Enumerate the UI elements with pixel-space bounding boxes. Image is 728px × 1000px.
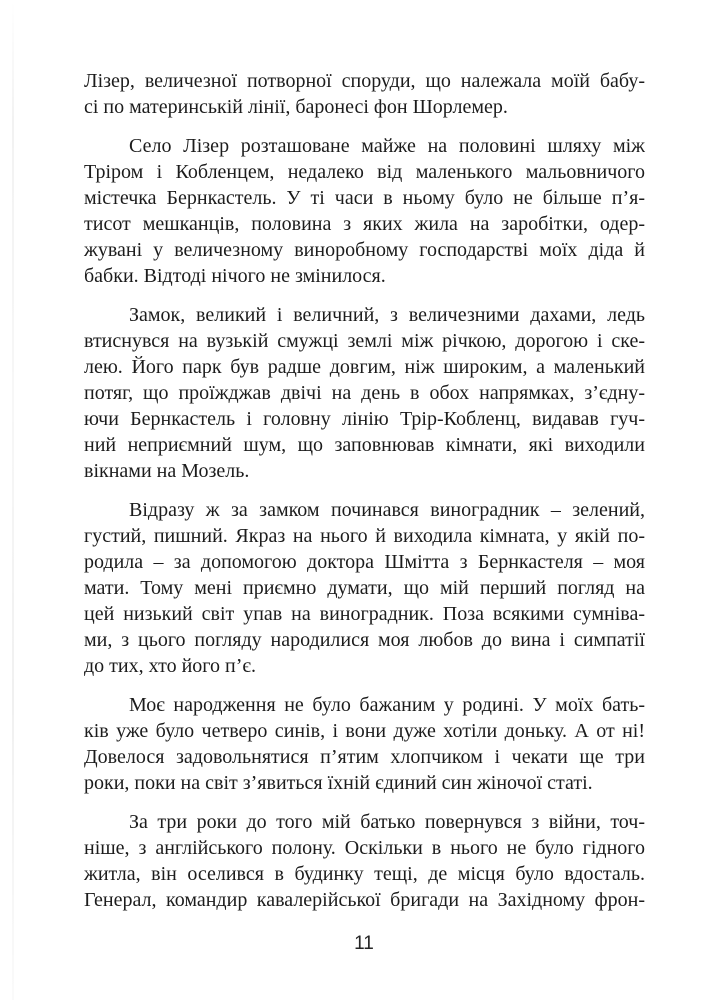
paragraph: [84, 133, 645, 289]
text-line: мати. Тому мені приємно думати, що мій перший погляд на: [84, 577, 645, 599]
text-line: жувані у величезному виноробному господарстві моїх діда й: [84, 239, 645, 261]
text-line: Довелося задовольнятися п’ятим хлопчиком і чекати ще три: [84, 746, 645, 768]
text-line: потяг, що проїжджав двічі на день в обох напрямках, з’єдну-: [84, 382, 645, 404]
text-line: густий, пишний. Якраз на нього й виходила кімната, у якій по-: [84, 525, 645, 547]
text-line: житла, він оселився в будинку тещі, де місця було вдосталь.: [84, 863, 645, 885]
text-line: бабки. Відтоді нічого не змінилося.: [84, 265, 386, 287]
paragraph: [84, 497, 645, 679]
paragraph: [84, 302, 645, 484]
text-line: вікнами на Мозель.: [84, 460, 250, 482]
text-line: ків уже було четверо синів, і вони дуже хотіли доньку. А от ні!: [84, 720, 645, 742]
text-line: Село Лізер розташоване майже на половині шляху між: [129, 135, 645, 157]
text-line: Відразу ж за замком починався виноградник – зелений,: [129, 499, 645, 521]
page-text: [84, 68, 645, 913]
text-line: ючи Бернкастель і головну лінію Трір-Кобленц, видавав гуч-: [84, 408, 645, 430]
text-line: Лізер, величезної потворної споруди, що належала моїй бабу-: [84, 70, 645, 92]
text-line: цей низький світ упав на виноградник. Поза всякими сумніва-: [84, 603, 645, 625]
text-line: За три роки до того мій батько повернувся з війни, точ-: [129, 811, 645, 833]
page-number: 11: [354, 933, 374, 954]
paragraph: [84, 68, 645, 120]
paragraph: [84, 692, 645, 796]
text-line: родила – за допомогою доктора Шмітта з Бернкастеля – моя: [84, 551, 645, 573]
text-line: сі по материнській лінії, баронесі фон Шорлемер.: [84, 96, 508, 118]
text-line: Тріром і Кобленцем, недалеко від маленького мальовничого: [84, 161, 645, 183]
text-line: ми, з цього погляду народилися моя любов до вина і симпатії: [84, 629, 645, 651]
scan-edge-artifact: [12, 0, 14, 1000]
text-line: ніше, з англійського полону. Оскільки в нього не було гідного: [84, 837, 645, 859]
paragraph: [84, 809, 645, 913]
text-line: Генерал, командир кавалерійської бригади на Західному фрон-: [84, 889, 645, 911]
text-line: Замок, великий і величний, з величезними дахами, ледь: [129, 304, 645, 326]
text-line: лею. Його парк був радше довгим, ніж широким, а маленький: [84, 356, 645, 378]
text-line: втиснувся на вузькій смужці землі між річкою, дорогою і ске-: [84, 330, 645, 352]
text-line: Моє народження не було бажаним у родині. У моїх бать-: [129, 694, 645, 716]
text-line: містечка Бернкастель. У ті часи в ньому було не більше п’я-: [84, 187, 645, 209]
text-line: до тих, хто його п’є.: [84, 655, 256, 677]
text-line: ний неприємний шум, що заповнював кімнати, які виходили: [84, 434, 645, 456]
text-line: тисот мешканців, половина з яких жила на заробітки, одер-: [84, 213, 645, 235]
text-line: роки, поки на світ з’явиться їхній єдиний син жіночої статі.: [84, 772, 593, 794]
